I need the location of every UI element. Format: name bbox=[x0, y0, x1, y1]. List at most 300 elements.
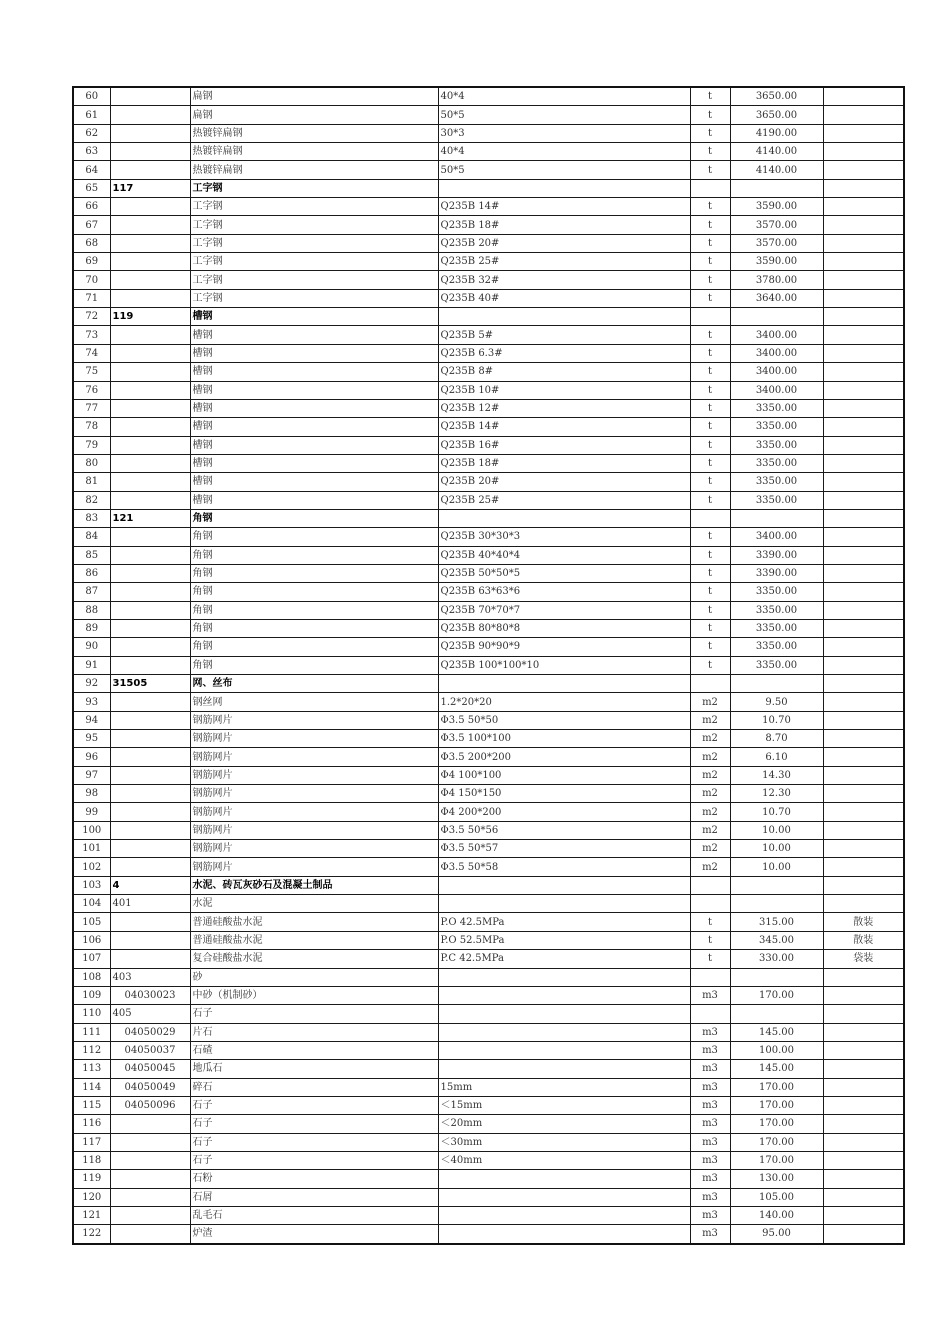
spec-cell[interactable]: ＜30mm bbox=[438, 1133, 690, 1151]
unit-cell[interactable]: t bbox=[690, 87, 730, 106]
row-number-cell[interactable]: 114 bbox=[73, 1078, 110, 1096]
material-name-cell[interactable]: 网、丝布 bbox=[190, 675, 438, 693]
note-cell[interactable] bbox=[823, 198, 904, 216]
row-number-cell[interactable]: 71 bbox=[73, 289, 110, 307]
row-number-cell[interactable]: 78 bbox=[73, 418, 110, 436]
material-name-cell[interactable]: 钢筋网片 bbox=[190, 730, 438, 748]
price-cell[interactable]: 130.00 bbox=[730, 1170, 823, 1188]
price-cell[interactable]: 3350.00 bbox=[730, 491, 823, 509]
spec-cell[interactable]: Q235B 100*100*10 bbox=[438, 656, 690, 674]
spec-cell[interactable]: 40*4 bbox=[438, 87, 690, 106]
code-cell[interactable] bbox=[110, 106, 190, 124]
price-cell[interactable] bbox=[730, 308, 823, 326]
material-name-cell[interactable]: 工字钢 bbox=[190, 179, 438, 197]
material-name-cell[interactable]: 钢筋网片 bbox=[190, 711, 438, 729]
row-number-cell[interactable]: 68 bbox=[73, 234, 110, 252]
price-cell[interactable] bbox=[730, 1005, 823, 1023]
code-cell[interactable] bbox=[110, 436, 190, 454]
material-name-cell[interactable]: 片石 bbox=[190, 1023, 438, 1041]
row-number-cell[interactable]: 76 bbox=[73, 381, 110, 399]
note-cell[interactable] bbox=[823, 583, 904, 601]
row-number-cell[interactable]: 119 bbox=[73, 1170, 110, 1188]
price-cell[interactable]: 3590.00 bbox=[730, 253, 823, 271]
unit-cell[interactable]: t bbox=[690, 418, 730, 436]
row-number-cell[interactable]: 104 bbox=[73, 895, 110, 913]
row-number-cell[interactable]: 103 bbox=[73, 876, 110, 894]
unit-cell[interactable]: t bbox=[690, 619, 730, 637]
code-cell[interactable]: 117 bbox=[110, 179, 190, 197]
price-cell[interactable] bbox=[730, 968, 823, 986]
code-cell[interactable] bbox=[110, 858, 190, 876]
code-cell[interactable]: 121 bbox=[110, 509, 190, 527]
price-cell[interactable]: 3350.00 bbox=[730, 601, 823, 619]
code-cell[interactable] bbox=[110, 528, 190, 546]
note-cell[interactable] bbox=[823, 1096, 904, 1114]
price-cell[interactable]: 3390.00 bbox=[730, 546, 823, 564]
spec-cell[interactable]: Q235B 10# bbox=[438, 381, 690, 399]
unit-cell[interactable]: t bbox=[690, 601, 730, 619]
code-cell[interactable] bbox=[110, 289, 190, 307]
row-number-cell[interactable]: 75 bbox=[73, 363, 110, 381]
price-cell[interactable]: 170.00 bbox=[730, 1115, 823, 1133]
material-name-cell[interactable]: 普通硅酸盐水泥 bbox=[190, 913, 438, 931]
unit-cell[interactable]: m3 bbox=[690, 1133, 730, 1151]
note-cell[interactable] bbox=[823, 454, 904, 472]
row-number-cell[interactable]: 98 bbox=[73, 785, 110, 803]
unit-cell[interactable]: t bbox=[690, 564, 730, 582]
price-cell[interactable] bbox=[730, 179, 823, 197]
code-cell[interactable] bbox=[110, 363, 190, 381]
note-cell[interactable] bbox=[823, 436, 904, 454]
row-number-cell[interactable]: 108 bbox=[73, 968, 110, 986]
unit-cell[interactable] bbox=[690, 1005, 730, 1023]
spec-cell[interactable]: Φ3.5 50*57 bbox=[438, 840, 690, 858]
note-cell[interactable] bbox=[823, 1225, 904, 1244]
spec-cell[interactable]: Q235B 90*90*9 bbox=[438, 638, 690, 656]
price-cell[interactable]: 3590.00 bbox=[730, 198, 823, 216]
spec-cell[interactable] bbox=[438, 986, 690, 1004]
code-cell[interactable] bbox=[110, 638, 190, 656]
row-number-cell[interactable]: 63 bbox=[73, 143, 110, 161]
material-name-cell[interactable]: 工字钢 bbox=[190, 271, 438, 289]
code-cell[interactable] bbox=[110, 1115, 190, 1133]
row-number-cell[interactable]: 105 bbox=[73, 913, 110, 931]
note-cell[interactable] bbox=[823, 418, 904, 436]
note-cell[interactable] bbox=[823, 840, 904, 858]
unit-cell[interactable]: m2 bbox=[690, 858, 730, 876]
price-cell[interactable]: 3400.00 bbox=[730, 528, 823, 546]
spec-cell[interactable]: Q235B 14# bbox=[438, 418, 690, 436]
code-cell[interactable]: 405 bbox=[110, 1005, 190, 1023]
spec-cell[interactable]: Q235B 25# bbox=[438, 253, 690, 271]
note-cell[interactable]: 散装 bbox=[823, 931, 904, 949]
material-name-cell[interactable]: 槽钢 bbox=[190, 344, 438, 362]
price-cell[interactable]: 4190.00 bbox=[730, 124, 823, 142]
material-name-cell[interactable]: 角钢 bbox=[190, 638, 438, 656]
price-cell[interactable]: 4140.00 bbox=[730, 143, 823, 161]
price-cell[interactable]: 3570.00 bbox=[730, 234, 823, 252]
spec-cell[interactable]: Φ4 100*100 bbox=[438, 766, 690, 784]
row-number-cell[interactable]: 113 bbox=[73, 1060, 110, 1078]
code-cell[interactable] bbox=[110, 748, 190, 766]
row-number-cell[interactable]: 61 bbox=[73, 106, 110, 124]
code-cell[interactable] bbox=[110, 785, 190, 803]
note-cell[interactable] bbox=[823, 399, 904, 417]
unit-cell[interactable]: t bbox=[690, 124, 730, 142]
note-cell[interactable] bbox=[823, 509, 904, 527]
row-number-cell[interactable]: 121 bbox=[73, 1206, 110, 1224]
material-name-cell[interactable]: 石屑 bbox=[190, 1188, 438, 1206]
code-cell[interactable] bbox=[110, 656, 190, 674]
note-cell[interactable] bbox=[823, 1115, 904, 1133]
row-number-cell[interactable]: 69 bbox=[73, 253, 110, 271]
price-cell[interactable]: 170.00 bbox=[730, 1096, 823, 1114]
code-cell[interactable] bbox=[110, 619, 190, 637]
code-cell[interactable] bbox=[110, 766, 190, 784]
spec-cell[interactable]: ＜20mm bbox=[438, 1115, 690, 1133]
spec-cell[interactable]: 30*3 bbox=[438, 124, 690, 142]
row-number-cell[interactable]: 62 bbox=[73, 124, 110, 142]
row-number-cell[interactable]: 106 bbox=[73, 931, 110, 949]
price-cell[interactable]: 170.00 bbox=[730, 1078, 823, 1096]
row-number-cell[interactable]: 110 bbox=[73, 1005, 110, 1023]
spec-cell[interactable]: Q235B 40# bbox=[438, 289, 690, 307]
unit-cell[interactable] bbox=[690, 308, 730, 326]
note-cell[interactable] bbox=[823, 289, 904, 307]
spec-cell[interactable]: Φ4 150*150 bbox=[438, 785, 690, 803]
spec-cell[interactable]: Q235B 8# bbox=[438, 363, 690, 381]
code-cell[interactable] bbox=[110, 381, 190, 399]
material-name-cell[interactable]: 石子 bbox=[190, 1133, 438, 1151]
unit-cell[interactable]: t bbox=[690, 253, 730, 271]
code-cell[interactable] bbox=[110, 583, 190, 601]
spec-cell[interactable]: Q235B 70*70*7 bbox=[438, 601, 690, 619]
material-name-cell[interactable]: 角钢 bbox=[190, 509, 438, 527]
row-number-cell[interactable]: 65 bbox=[73, 179, 110, 197]
spec-cell[interactable]: Q235B 25# bbox=[438, 491, 690, 509]
unit-cell[interactable] bbox=[690, 179, 730, 197]
unit-cell[interactable]: t bbox=[690, 454, 730, 472]
unit-cell[interactable]: m2 bbox=[690, 693, 730, 711]
unit-cell[interactable]: t bbox=[690, 106, 730, 124]
price-cell[interactable]: 170.00 bbox=[730, 986, 823, 1004]
price-cell[interactable]: 315.00 bbox=[730, 913, 823, 931]
price-cell[interactable]: 3390.00 bbox=[730, 564, 823, 582]
material-name-cell[interactable]: 碎石 bbox=[190, 1078, 438, 1096]
price-cell[interactable]: 3650.00 bbox=[730, 87, 823, 106]
spec-cell[interactable]: Φ3.5 50*56 bbox=[438, 821, 690, 839]
unit-cell[interactable]: m3 bbox=[690, 1170, 730, 1188]
note-cell[interactable] bbox=[823, 675, 904, 693]
material-name-cell[interactable]: 角钢 bbox=[190, 656, 438, 674]
material-name-cell[interactable]: 钢筋网片 bbox=[190, 858, 438, 876]
code-cell[interactable] bbox=[110, 87, 190, 106]
row-number-cell[interactable]: 66 bbox=[73, 198, 110, 216]
spec-cell[interactable] bbox=[438, 1206, 690, 1224]
unit-cell[interactable]: t bbox=[690, 344, 730, 362]
unit-cell[interactable]: m3 bbox=[690, 1023, 730, 1041]
unit-cell[interactable]: m3 bbox=[690, 1041, 730, 1059]
price-cell[interactable] bbox=[730, 509, 823, 527]
row-number-cell[interactable]: 120 bbox=[73, 1188, 110, 1206]
material-name-cell[interactable]: 石粉 bbox=[190, 1170, 438, 1188]
unit-cell[interactable] bbox=[690, 968, 730, 986]
code-cell[interactable]: 04050037 bbox=[110, 1041, 190, 1059]
price-cell[interactable]: 3350.00 bbox=[730, 583, 823, 601]
note-cell[interactable] bbox=[823, 803, 904, 821]
spec-cell[interactable]: P.C 42.5MPa bbox=[438, 950, 690, 968]
price-cell[interactable]: 170.00 bbox=[730, 1151, 823, 1169]
material-name-cell[interactable]: 钢筋网片 bbox=[190, 803, 438, 821]
unit-cell[interactable]: m3 bbox=[690, 1060, 730, 1078]
code-cell[interactable] bbox=[110, 454, 190, 472]
unit-cell[interactable]: m2 bbox=[690, 711, 730, 729]
price-cell[interactable]: 3570.00 bbox=[730, 216, 823, 234]
material-name-cell[interactable]: 槽钢 bbox=[190, 436, 438, 454]
material-name-cell[interactable]: 工字钢 bbox=[190, 289, 438, 307]
price-cell[interactable]: 3350.00 bbox=[730, 473, 823, 491]
material-name-cell[interactable]: 角钢 bbox=[190, 601, 438, 619]
code-cell[interactable] bbox=[110, 803, 190, 821]
unit-cell[interactable]: m3 bbox=[690, 1151, 730, 1169]
unit-cell[interactable] bbox=[690, 876, 730, 894]
note-cell[interactable] bbox=[823, 271, 904, 289]
spec-cell[interactable] bbox=[438, 1023, 690, 1041]
unit-cell[interactable]: m3 bbox=[690, 1206, 730, 1224]
price-cell[interactable] bbox=[730, 876, 823, 894]
material-name-cell[interactable]: 角钢 bbox=[190, 619, 438, 637]
price-cell[interactable]: 3350.00 bbox=[730, 656, 823, 674]
note-cell[interactable] bbox=[823, 87, 904, 106]
material-name-cell[interactable]: 地瓜石 bbox=[190, 1060, 438, 1078]
row-number-cell[interactable]: 116 bbox=[73, 1115, 110, 1133]
spec-cell[interactable] bbox=[438, 509, 690, 527]
code-cell[interactable] bbox=[110, 546, 190, 564]
row-number-cell[interactable]: 87 bbox=[73, 583, 110, 601]
unit-cell[interactable]: t bbox=[690, 198, 730, 216]
spec-cell[interactable]: ＜15mm bbox=[438, 1096, 690, 1114]
row-number-cell[interactable]: 115 bbox=[73, 1096, 110, 1114]
price-cell[interactable]: 3350.00 bbox=[730, 454, 823, 472]
code-cell[interactable] bbox=[110, 418, 190, 436]
spec-cell[interactable]: ＜40mm bbox=[438, 1151, 690, 1169]
material-name-cell[interactable]: 普通硅酸盐水泥 bbox=[190, 931, 438, 949]
material-name-cell[interactable]: 工字钢 bbox=[190, 234, 438, 252]
unit-cell[interactable]: t bbox=[690, 638, 730, 656]
material-name-cell[interactable]: 角钢 bbox=[190, 528, 438, 546]
price-cell[interactable] bbox=[730, 675, 823, 693]
spec-cell[interactable]: 1.2*20*20 bbox=[438, 693, 690, 711]
spec-cell[interactable]: Φ3.5 200*200 bbox=[438, 748, 690, 766]
price-cell[interactable]: 10.00 bbox=[730, 858, 823, 876]
code-cell[interactable] bbox=[110, 950, 190, 968]
note-cell[interactable] bbox=[823, 1060, 904, 1078]
material-name-cell[interactable]: 角钢 bbox=[190, 583, 438, 601]
note-cell[interactable] bbox=[823, 986, 904, 1004]
row-number-cell[interactable]: 86 bbox=[73, 564, 110, 582]
spec-cell[interactable]: Φ3.5 50*50 bbox=[438, 711, 690, 729]
spec-cell[interactable] bbox=[438, 876, 690, 894]
unit-cell[interactable]: t bbox=[690, 143, 730, 161]
row-number-cell[interactable]: 92 bbox=[73, 675, 110, 693]
note-cell[interactable] bbox=[823, 234, 904, 252]
row-number-cell[interactable]: 67 bbox=[73, 216, 110, 234]
price-cell[interactable]: 100.00 bbox=[730, 1041, 823, 1059]
code-cell[interactable] bbox=[110, 326, 190, 344]
unit-cell[interactable]: m2 bbox=[690, 785, 730, 803]
note-cell[interactable] bbox=[823, 1005, 904, 1023]
spec-cell[interactable]: 40*4 bbox=[438, 143, 690, 161]
note-cell[interactable] bbox=[823, 693, 904, 711]
material-name-cell[interactable]: 热镀锌扁钢 bbox=[190, 143, 438, 161]
price-cell[interactable]: 3780.00 bbox=[730, 271, 823, 289]
unit-cell[interactable]: t bbox=[690, 583, 730, 601]
note-cell[interactable] bbox=[823, 528, 904, 546]
material-name-cell[interactable]: 水泥、砖瓦灰砂石及混凝土制品 bbox=[190, 876, 438, 894]
spec-cell[interactable]: Q235B 16# bbox=[438, 436, 690, 454]
note-cell[interactable] bbox=[823, 766, 904, 784]
code-cell[interactable] bbox=[110, 161, 190, 179]
code-cell[interactable]: 4 bbox=[110, 876, 190, 894]
price-cell[interactable]: 3400.00 bbox=[730, 381, 823, 399]
row-number-cell[interactable]: 100 bbox=[73, 821, 110, 839]
code-cell[interactable]: 31505 bbox=[110, 675, 190, 693]
unit-cell[interactable] bbox=[690, 509, 730, 527]
note-cell[interactable] bbox=[823, 381, 904, 399]
note-cell[interactable] bbox=[823, 344, 904, 362]
spec-cell[interactable] bbox=[438, 1225, 690, 1244]
row-number-cell[interactable]: 94 bbox=[73, 711, 110, 729]
row-number-cell[interactable]: 80 bbox=[73, 454, 110, 472]
material-name-cell[interactable]: 角钢 bbox=[190, 546, 438, 564]
price-cell[interactable]: 170.00 bbox=[730, 1133, 823, 1151]
material-name-cell[interactable]: 石碴 bbox=[190, 1041, 438, 1059]
material-name-cell[interactable]: 工字钢 bbox=[190, 198, 438, 216]
unit-cell[interactable]: t bbox=[690, 491, 730, 509]
row-number-cell[interactable]: 60 bbox=[73, 87, 110, 106]
row-number-cell[interactable]: 111 bbox=[73, 1023, 110, 1041]
spec-cell[interactable]: Q235B 20# bbox=[438, 473, 690, 491]
note-cell[interactable] bbox=[823, 363, 904, 381]
code-cell[interactable] bbox=[110, 1206, 190, 1224]
unit-cell[interactable]: t bbox=[690, 931, 730, 949]
material-name-cell[interactable]: 槽钢 bbox=[190, 308, 438, 326]
material-name-cell[interactable]: 槽钢 bbox=[190, 399, 438, 417]
material-name-cell[interactable]: 扁钢 bbox=[190, 87, 438, 106]
price-cell[interactable]: 10.00 bbox=[730, 821, 823, 839]
material-name-cell[interactable]: 槽钢 bbox=[190, 418, 438, 436]
code-cell[interactable] bbox=[110, 124, 190, 142]
spec-cell[interactable]: Q235B 40*40*4 bbox=[438, 546, 690, 564]
row-number-cell[interactable]: 72 bbox=[73, 308, 110, 326]
spec-cell[interactable]: Q235B 12# bbox=[438, 399, 690, 417]
row-number-cell[interactable]: 83 bbox=[73, 509, 110, 527]
price-cell[interactable]: 3350.00 bbox=[730, 418, 823, 436]
note-cell[interactable] bbox=[823, 895, 904, 913]
code-cell[interactable] bbox=[110, 1151, 190, 1169]
price-cell[interactable]: 3400.00 bbox=[730, 363, 823, 381]
note-cell[interactable] bbox=[823, 1170, 904, 1188]
material-name-cell[interactable]: 砂 bbox=[190, 968, 438, 986]
spec-cell[interactable] bbox=[438, 1060, 690, 1078]
note-cell[interactable] bbox=[823, 564, 904, 582]
row-number-cell[interactable]: 91 bbox=[73, 656, 110, 674]
unit-cell[interactable] bbox=[690, 895, 730, 913]
material-name-cell[interactable]: 角钢 bbox=[190, 564, 438, 582]
material-name-cell[interactable]: 扁钢 bbox=[190, 106, 438, 124]
code-cell[interactable]: 04050096 bbox=[110, 1096, 190, 1114]
note-cell[interactable] bbox=[823, 711, 904, 729]
price-cell[interactable]: 3350.00 bbox=[730, 638, 823, 656]
code-cell[interactable] bbox=[110, 1188, 190, 1206]
note-cell[interactable] bbox=[823, 748, 904, 766]
unit-cell[interactable]: t bbox=[690, 528, 730, 546]
material-name-cell[interactable]: 钢筋网片 bbox=[190, 766, 438, 784]
row-number-cell[interactable]: 101 bbox=[73, 840, 110, 858]
spec-cell[interactable] bbox=[438, 1170, 690, 1188]
spec-cell[interactable]: Q235B 80*80*8 bbox=[438, 619, 690, 637]
row-number-cell[interactable]: 107 bbox=[73, 950, 110, 968]
code-cell[interactable] bbox=[110, 693, 190, 711]
row-number-cell[interactable]: 90 bbox=[73, 638, 110, 656]
note-cell[interactable] bbox=[823, 1041, 904, 1059]
note-cell[interactable] bbox=[823, 1151, 904, 1169]
row-number-cell[interactable]: 74 bbox=[73, 344, 110, 362]
price-cell[interactable]: 9.50 bbox=[730, 693, 823, 711]
material-name-cell[interactable]: 水泥 bbox=[190, 895, 438, 913]
code-cell[interactable] bbox=[110, 564, 190, 582]
price-cell[interactable]: 14.30 bbox=[730, 766, 823, 784]
price-cell[interactable]: 3400.00 bbox=[730, 344, 823, 362]
row-number-cell[interactable]: 96 bbox=[73, 748, 110, 766]
note-cell[interactable]: 袋装 bbox=[823, 950, 904, 968]
material-name-cell[interactable]: 石子 bbox=[190, 1115, 438, 1133]
code-cell[interactable]: 04050049 bbox=[110, 1078, 190, 1096]
material-name-cell[interactable]: 槽钢 bbox=[190, 363, 438, 381]
code-cell[interactable]: 04050045 bbox=[110, 1060, 190, 1078]
price-cell[interactable]: 345.00 bbox=[730, 931, 823, 949]
code-cell[interactable]: 401 bbox=[110, 895, 190, 913]
unit-cell[interactable]: m3 bbox=[690, 1115, 730, 1133]
row-number-cell[interactable]: 109 bbox=[73, 986, 110, 1004]
code-cell[interactable]: 04030023 bbox=[110, 986, 190, 1004]
code-cell[interactable] bbox=[110, 821, 190, 839]
note-cell[interactable] bbox=[823, 656, 904, 674]
price-cell[interactable]: 12.30 bbox=[730, 785, 823, 803]
code-cell[interactable] bbox=[110, 198, 190, 216]
note-cell[interactable] bbox=[823, 179, 904, 197]
unit-cell[interactable]: m2 bbox=[690, 840, 730, 858]
row-number-cell[interactable]: 97 bbox=[73, 766, 110, 784]
price-cell[interactable]: 3350.00 bbox=[730, 619, 823, 637]
code-cell[interactable]: 04050029 bbox=[110, 1023, 190, 1041]
unit-cell[interactable]: t bbox=[690, 656, 730, 674]
code-cell[interactable] bbox=[110, 344, 190, 362]
material-name-cell[interactable]: 中砂（机制砂） bbox=[190, 986, 438, 1004]
price-cell[interactable]: 140.00 bbox=[730, 1206, 823, 1224]
code-cell[interactable] bbox=[110, 711, 190, 729]
code-cell[interactable] bbox=[110, 473, 190, 491]
note-cell[interactable] bbox=[823, 253, 904, 271]
row-number-cell[interactable]: 99 bbox=[73, 803, 110, 821]
spec-cell[interactable] bbox=[438, 968, 690, 986]
row-number-cell[interactable]: 95 bbox=[73, 730, 110, 748]
spec-cell[interactable]: Q235B 50*50*5 bbox=[438, 564, 690, 582]
material-name-cell[interactable]: 槽钢 bbox=[190, 381, 438, 399]
spec-cell[interactable] bbox=[438, 675, 690, 693]
row-number-cell[interactable]: 118 bbox=[73, 1151, 110, 1169]
note-cell[interactable] bbox=[823, 821, 904, 839]
